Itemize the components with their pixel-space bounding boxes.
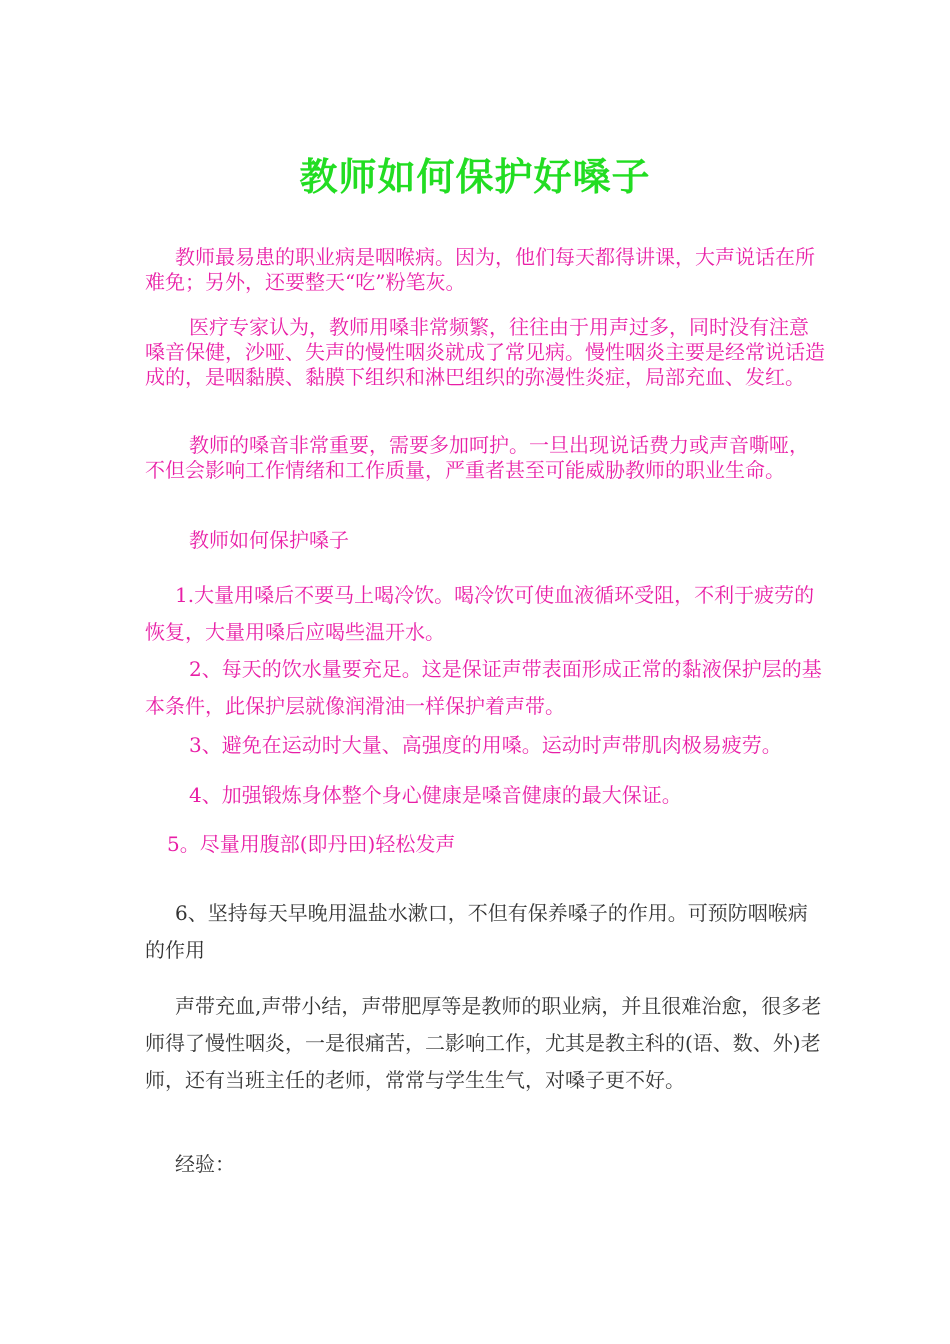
paragraph-expert: 医疗专家认为，教师用嗓非常频繁，往往由于用声过多，同时没有注意嗓音保健，沙哑、失声的慢性咽炎就成了常见病。慢性咽炎主要是经常说话造成的，是咽黏膜、黏膜下组织和淋巴组织的弥漫性炎症，局部充血、发红。 (145, 315, 825, 389)
paragraph-experience: 经验： (175, 1152, 235, 1176)
tip-1: 1.大量用嗓后不要马上喝冷饮。喝冷饮可使血液循环受阻，不利于疲劳的恢复，大量用嗓后应喝些温开水。 (145, 583, 815, 644)
paragraph-vocal-disease: 声带充血,声带小结，声带肥厚等是教师的职业病，并且很难治愈，很多老师得了慢性咽炎，一是很痛苦，二影响工作，尤其是教主科的(语、数、外)老师，还有当班主任的老师，常常与学生生气，对嗓子更不好。 (145, 994, 822, 1092)
document-title: 教师如何保护好嗓子 (299, 154, 651, 199)
paragraph-importance: 教师的嗓音非常重要，需要多加呵护。一旦出现说话费力或声音嘶哑，不但会影响工作情绪和工作质量，严重者甚至可能威胁教师的职业生命。 (145, 433, 809, 482)
tip-5: 5。尽量用腹部(即丹田)轻松发声 (167, 832, 456, 856)
paragraph-intro: 教师最易患的职业病是咽喉病。因为，他们每天都得讲课，大声说话在所难免；另外，还要整天“吃”粉笔灰。 (145, 245, 815, 294)
section-heading: 教师如何保护嗓子 (189, 528, 349, 552)
tip-4: 4、加强锻炼身体整个身心健康是嗓音健康的最大保证。 (189, 783, 682, 807)
tip-6: 6、坚持每天早晚用温盐水漱口，不但有保养嗓子的作用。可预防咽喉病的作用 (145, 901, 808, 962)
tip-3: 3、避免在运动时大量、高强度的用嗓。运动时声带肌肉极易疲劳。 (189, 733, 782, 757)
tip-2: 2、每天的饮水量要充足。这是保证声带表面形成正常的黏液保护层的基本条件，此保护层就像润滑油一样保护着声带。 (145, 657, 822, 718)
